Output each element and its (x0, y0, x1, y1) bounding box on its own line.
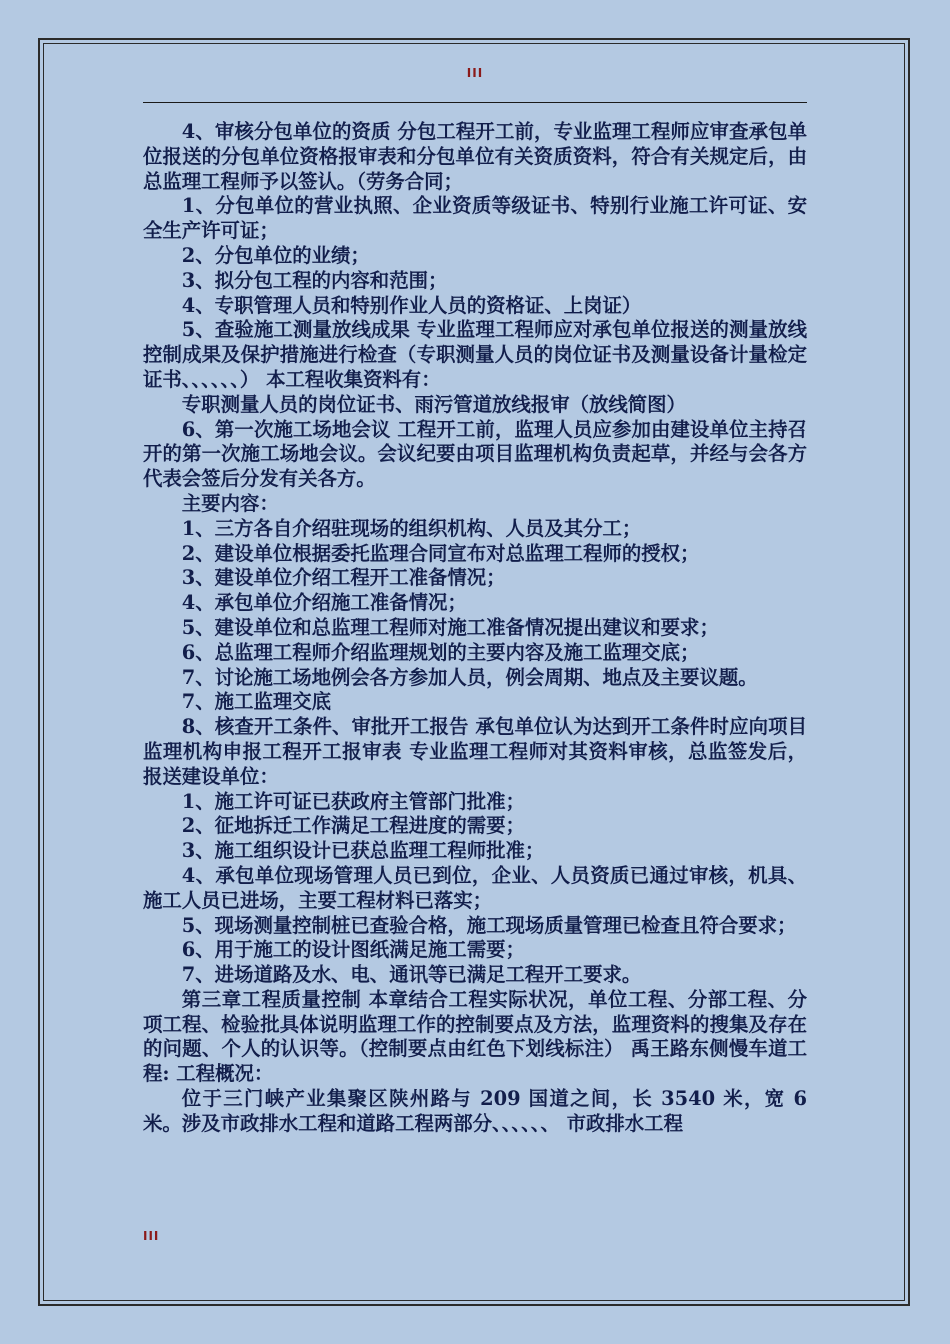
paragraph: 专职测量人员的岗位证书、雨污管道放线报审（放线简图） (181, 392, 686, 416)
paragraph: 5、查验施工测量放线成果 专业监理工程师应对承包单位报送的测量放线控制成果及保护措施进行检查（专职测量人员的岗位证书及测量设备计量检定证书、、、、、、） 本工程收集资料有： (143, 318, 807, 391)
paragraph: 6、用于施工的设计图纸满足施工需要； (181, 938, 525, 962)
paragraph: 2、分包单位的业绩； (181, 243, 370, 267)
paragraph: 位于三门峡产业集聚区陕州路与 209 国道之间，长 3540 米，宽 6 米。涉及市政排水工程和道路工程两部分、、、、、、 市政排水工程 (143, 1087, 807, 1135)
document-body (143, 120, 807, 1137)
header-page-mark: III (466, 66, 484, 80)
paragraph: 1、施工许可证已获政府主管部门批准； (181, 789, 525, 813)
paragraph: 4、承包单位现场管理人员已到位，企业、人员资质已通过审核，机具、施工人员已进场，主要工程材料已落实； (143, 863, 807, 912)
paragraph: 6、第一次施工场地会议 工程开工前，监理人员应参加由建设单位主持召开的第一次施工场地会议。会议纪要由项目监理机构负责起草，并经与会各方代表会签后分发有关各方。 (143, 417, 807, 491)
paragraph: 7、施工监理交底 (181, 690, 332, 714)
paragraph: 4、审核分包单位的资质 分包工程开工前，专业监理工程师应审查承包单位报送的分包单位资格报审表和分包单位有关资质资料，符合有关规定后，由总监理工程师予以签认。（劳务合同； (143, 120, 807, 193)
paragraph: 第三章工程质量控制 本章结合工程实际状况，单位工程、分部工程、分项工程、检验批具体说明监理工作的控制要点及方法，监理资料的搜集及存在的问题、个人的认识等。（控制要点由红色下划线标注） 禹王路东侧慢车道工程: 工程概况： (143, 987, 807, 1086)
footer-page-mark: III (143, 1229, 160, 1243)
paragraph: 1、分包单位的营业执照、企业资质等级证书、特别行业施工许可证、安全生产许可证； (143, 194, 807, 243)
paragraph: 6、总监理工程师介绍监理规划的主要内容及施工监理交底； (181, 640, 700, 664)
paragraph: 7、进场道路及水、电、通讯等已满足工程开工要求。 (181, 963, 642, 987)
paragraph: 5、现场测量控制桩已查验合格，施工现场质量管理已检查且符合要求； (181, 913, 797, 937)
paragraph: 3、拟分包工程的内容和范围； (181, 268, 448, 292)
paragraph: 主要内容： (181, 491, 279, 515)
paragraph: 1、三方各自介绍驻现场的组织机构、人员及其分工； (181, 516, 642, 540)
paragraph: 4、专职管理人员和特别作业人员的资格证、上岗证） (181, 293, 642, 317)
paragraph: 2、征地拆迁工作满足工程进度的需要； (181, 814, 525, 838)
paragraph: 8、核查开工条件、审批开工报告 承包单位认为达到开工条件时应向项目监理机构申报工程开工报审表 专业监理工程师对其资料审核，总监签发后，报送建设单位： (143, 715, 807, 788)
paragraph: 2、建设单位根据委托监理合同宣布对总监理工程师的授权； (181, 541, 700, 565)
paragraph: 3、建设单位介绍工程开工准备情况； (181, 566, 506, 590)
paragraph: 7、讨论施工场地例会各方参加人员，例会周期、地点及主要议题。 (181, 665, 758, 689)
paragraph: 5、建设单位和总监理工程师对施工准备情况提出建议和要求； (181, 615, 719, 639)
paragraph: 3、施工组织设计已获总监理工程师批准； (181, 839, 545, 863)
header-divider (143, 102, 807, 103)
paragraph: 4、承包单位介绍施工准备情况； (181, 591, 467, 615)
